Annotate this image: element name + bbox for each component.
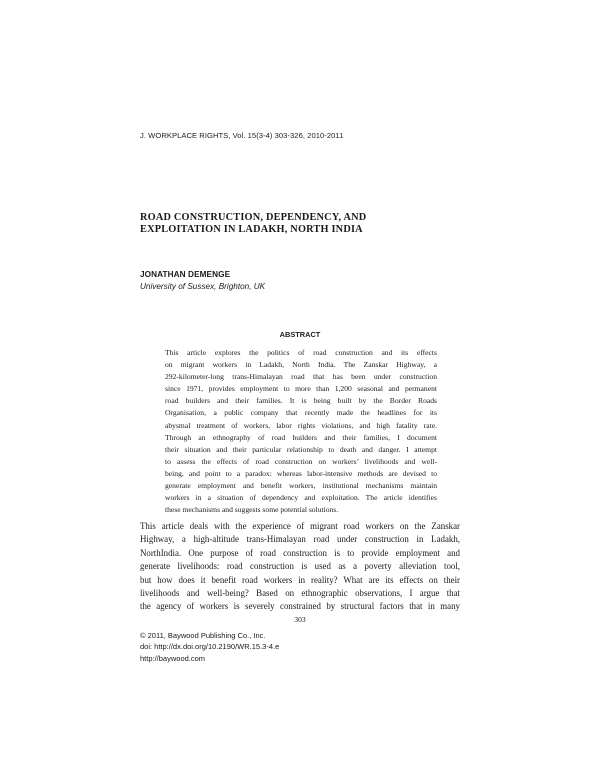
abstract-line: abysmal treatment of workers, labor rights violations, and high fatality rate. <box>165 420 437 430</box>
abstract-line: 292-kilometer-long trans-Himalayan road that has been under construction <box>165 372 437 382</box>
publisher-url[interactable]: http://baywood.com <box>140 653 206 663</box>
body-line: Highway, a high-altitude trans-Himalayan road under construction in Ladakh, <box>140 534 460 545</box>
abstract-line: Organisation, a public company that recently made the headlines for its <box>165 408 437 418</box>
abstract-line: This article explores the politics of road construction and its effects <box>165 348 437 357</box>
abstract-line: road builders and their families. It is being built by the Border Roads <box>165 396 437 406</box>
title-line: ROAD CONSTRUCTION, DEPENDENCY, AND <box>140 212 367 223</box>
title-line: EXPLOITATION IN LADAKH, NORTH INDIA <box>140 223 363 235</box>
abstract-line: these mechanisms and suggests some potential solutions. <box>165 505 339 515</box>
journal-citation <box>140 131 343 140</box>
abstract-text <box>165 347 437 516</box>
body-text <box>140 520 460 614</box>
article-title <box>140 212 366 235</box>
abstract-line: being, and point to a paradox: whereas labor-intensive methods are devised to <box>165 468 437 478</box>
journal-name: J. WORKPLACE RIGHTS <box>140 131 229 140</box>
page-number: 303 <box>294 615 306 624</box>
body-line: This article deals with the experience of migrant road workers on the Zanskar <box>140 521 460 531</box>
abstract-line: generate employment and benefit workers, institutional mechanisms maintain <box>165 481 437 491</box>
abstract-line: their situation and their particular relationship to death and danger. I attempt <box>165 444 437 454</box>
copyright-line: © 2011, Baywood Publishing Co., Inc. <box>140 631 266 640</box>
journal-volume: , Vol. 15(3-4) 303-326, 2010-2011 <box>228 131 344 140</box>
body-line: but how does it benefit road workers in reality? What are its effects on their <box>140 574 460 585</box>
abstract-line: Through an ethnography of road builders and their families, I document <box>165 432 437 442</box>
body-line: the agency of workers is severely constrained by structural factors that in many <box>140 601 460 612</box>
abstract-heading: ABSTRACT <box>279 330 321 339</box>
body-line: generate livelihoods: road construction is used as a poverty alleviation tool, <box>140 561 460 572</box>
doi-link[interactable]: doi: http://dx.doi.org/10.2190/WR.15.3-4.e <box>140 642 280 652</box>
author-affiliation: University of Sussex, Brighton, UK <box>140 282 266 291</box>
publisher-info <box>140 630 279 664</box>
author-name: JONATHAN DEMENGE <box>140 270 231 279</box>
body-line: livelihoods and well-being? Based on ethnographic observations, I argue that <box>140 587 460 598</box>
abstract-line: workers in a situation of dependency and exploitation. The article identifies <box>165 493 437 503</box>
body-line: NorthIndia. One purpose of road construction is to provide employment and <box>140 547 460 558</box>
abstract-line: on migrant workers in Ladakh, North India. The Zanskar Highway, a <box>165 360 437 370</box>
abstract-line: since 1971, provides employment to more than 1,200 seasonal and permanent <box>165 384 437 394</box>
abstract-line: to assess the effects of road construction on workers’ livelihoods and well- <box>165 456 437 466</box>
